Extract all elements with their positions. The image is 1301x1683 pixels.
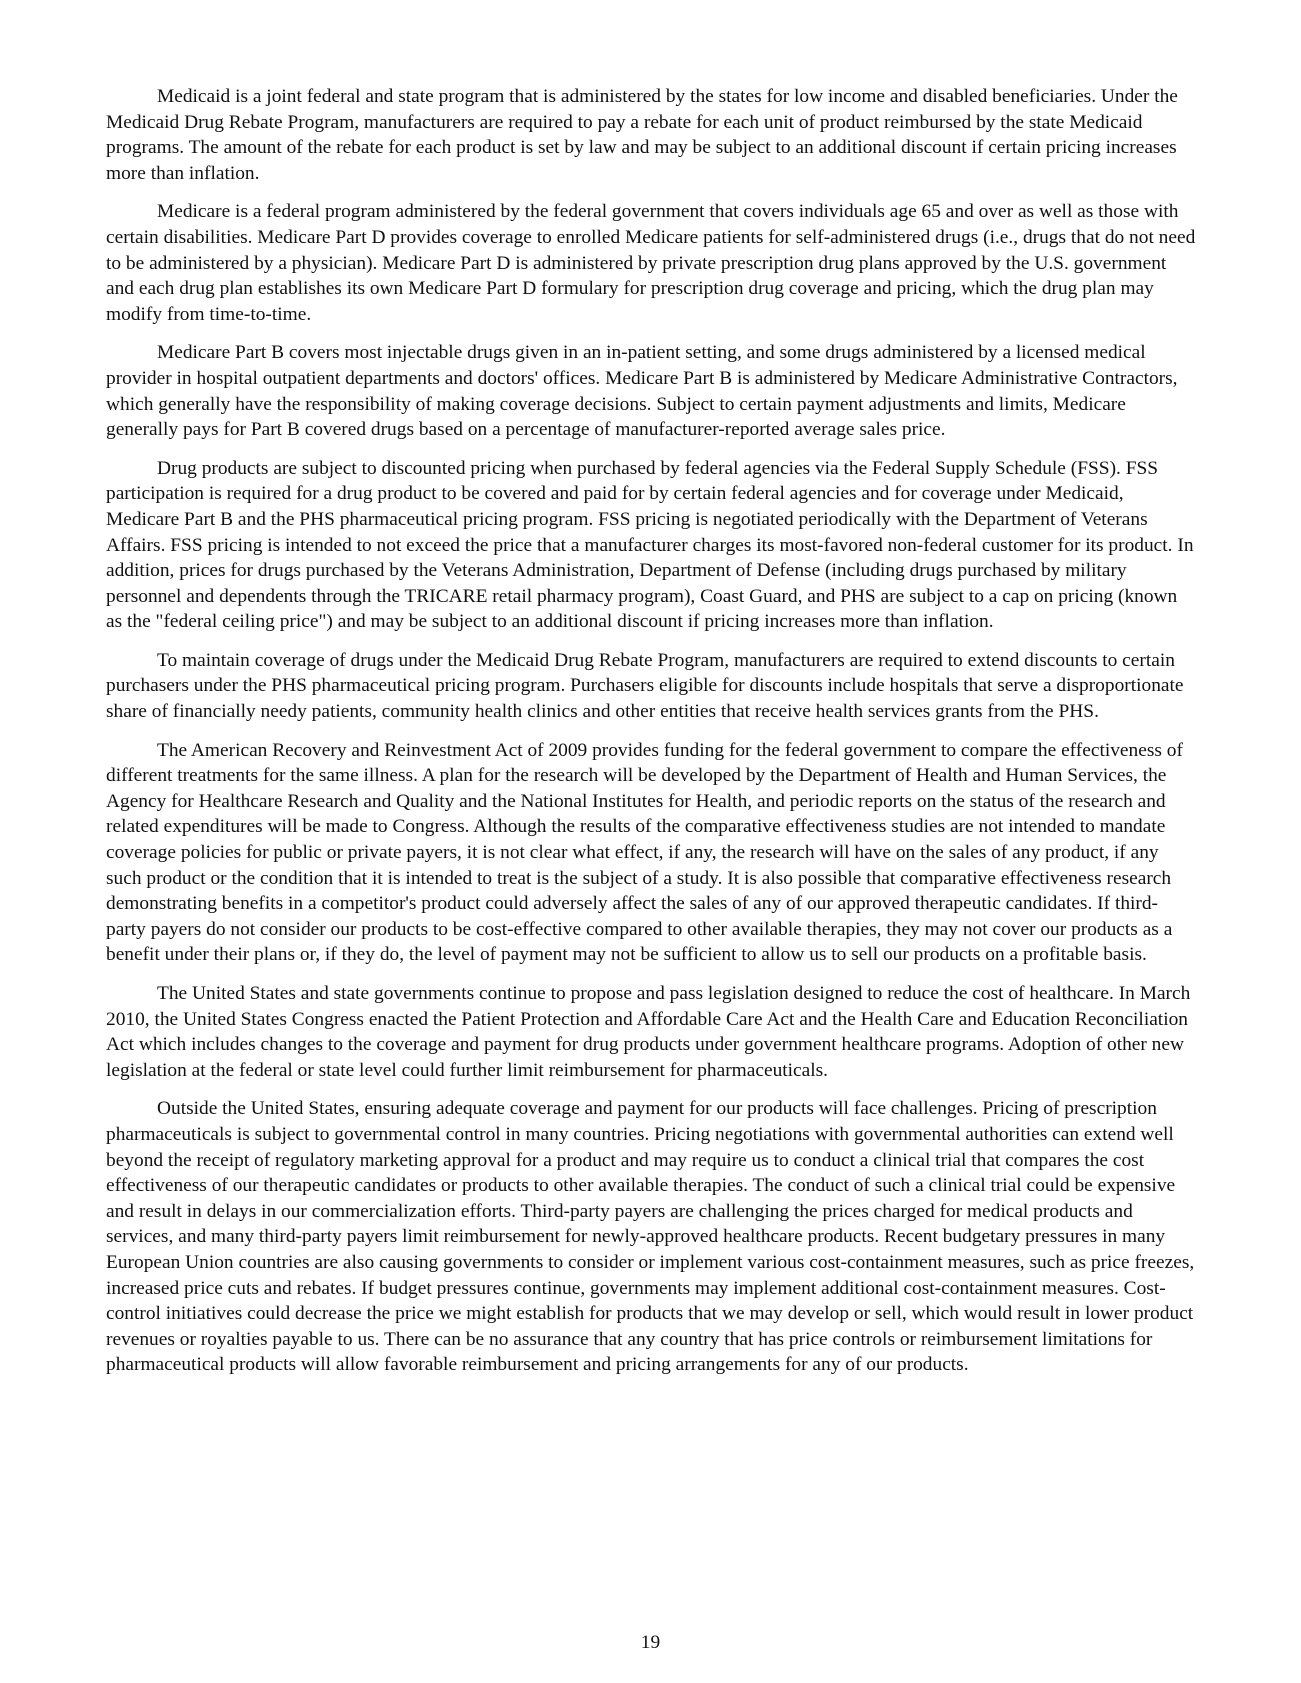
document-body	[106, 84, 1197, 1391]
paragraph-phs-pricing: To maintain coverage of drugs under the Medicaid Drug Rebate Program, manufacturers are required to extend discounts to certain purchasers under the PHS pharmaceutical pricing program. Purchasers eligible for discounts include hospitals that serve a disproportionate share of financially needy patients, community health clinics and other entities that receive health services grants from the PHS.	[106, 649, 1184, 723]
paragraph-medicare-part-b: Medicare Part B covers most injectable drugs given in an in-patient setting, and some drugs administered by a licensed medical provider in hospital outpatient departments and doctors' offices. Medicare Part B is administered by Medicare Administrative Contractors, which generally have the responsibility of making coverage decisions. Subject to certain payment adjustments and limits, Medicare generally pays for Part B covered drugs based on a percentage of manufacturer-reported average sales price.	[106, 342, 1178, 441]
paragraph-outside-us: Outside the United States, ensuring adequate coverage and payment for our products will face challenges. Pricing of prescription pharmaceuticals is subject to governmental control in many countries. Pricing negotiations with governmental authorities can extend well beyond the receipt of regulatory marketing approval for a product and may require us to conduct a clinical trial that compares the cost effectiveness of our therapeutic candidates or products to other available therapies. The conduct of such a clinical trial could be expensive and result in delays in our commercialization efforts. Third-party payers are challenging the prices charged for medical products and services, and many third-party payers limit reimbursement for newly-approved healthcare products. Recent budgetary pressures in many European Union countries are also causing governments to consider or implement various cost-containment measures, such as price freezes, increased price cuts and rebates. If budget pressures continue, governments may implement additional cost-containment measures. Cost-control initiatives could decrease the price we might establish for products that we may develop or sell, which would result in lower product revenues or royalties payable to us. There can be no assurance that any country that has price controls or reimbursement limitations for pharmaceutical products will allow favorable reimbursement and pricing arrangements for any of our products.	[106, 1098, 1195, 1376]
paragraph-medicaid: Medicaid is a joint federal and state program that is administered by the states for low income and disabled beneficiaries. Under the Medicaid Drug Rebate Program, manufacturers are required to pay a rebate for each unit of product reimbursed by the state Medicaid programs. The amount of the rebate for each product is set by law and may be subject to an additional discount if certain pricing increases more than inflation.	[106, 86, 1178, 184]
paragraph-healthcare-legislation: The United States and state governments continue to propose and pass legislation designed to reduce the cost of healthcare. In March 2010, the United States Congress enacted the Patient Protection and Affordable Care Act and the Health Care and Education Reconciliation Act which includes changes to the coverage and payment for drug products under government healthcare programs. Adoption of other new legislation at the federal or state level could further limit reimbursement for pharmaceuticals.	[106, 983, 1191, 1081]
paragraph-recovery-act: The American Recovery and Reinvestment Act of 2009 provides funding for the federal government to compare the effectiveness of different treatments for the same illness. A plan for the research will be developed by the Department of Health and Human Services, the Agency for Healthcare Research and Quality and the National Institutes for Health, and periodic reports on the status of the research and related expenditures will be made to Congress. Although the results of the comparative effectiveness studies are not intended to mandate coverage policies for public or private payers, it is not clear what effect, if any, the research will have on the sales of any product, if any such product or the condition that it is intended to treat is the subject of a study. It is also possible that comparative effectiveness research demonstrating benefits in a competitor's product could adversely affect the sales of any of our approved therapeutic candidates. If third-party payers do not consider our products to be cost-effective compared to other available therapies, they may not cover our products as a benefit under their plans or, if they do, the level of payment may not be sufficient to allow us to sell our products on a profitable basis.	[106, 739, 1183, 966]
page-number: 19	[640, 1632, 661, 1653]
paragraph-federal-supply-schedule: Drug products are subject to discounted pricing when purchased by federal agencies via the Federal Supply Schedule (FSS). FSS participation is required for a drug product to be covered and paid for by certain federal agencies and for coverage under Medicaid, Medicare Part B and the PHS pharmaceutical pricing program. FSS pricing is negotiated periodically with the Department of Veterans Affairs. FSS pricing is intended to not exceed the price that a manufacturer charges its most-favored non-federal customer for its product. In addition, prices for drugs purchased by the Veterans Administration, Department of Defense (including drugs purchased by military personnel and dependents through the TRICARE retail pharmacy program), Coast Guard, and PHS are subject to a cap on pricing (known as the "federal ceiling price") and may be subject to an additional discount if pricing increases more than inflation.	[106, 457, 1194, 633]
paragraph-medicare-part-d: Medicare is a federal program administered by the federal government that covers individuals age 65 and over as well as those with certain disabilities. Medicare Part D provides coverage to enrolled Medicare patients for self-administered drugs (i.e., drugs that do not need to be administered by a physician). Medicare Part D is administered by private prescription drug plans approved by the U.S. government and each drug plan establishes its own Medicare Part D formulary for prescription drug coverage and pricing, which the drug plan may modify from time-to-time.	[106, 201, 1196, 325]
